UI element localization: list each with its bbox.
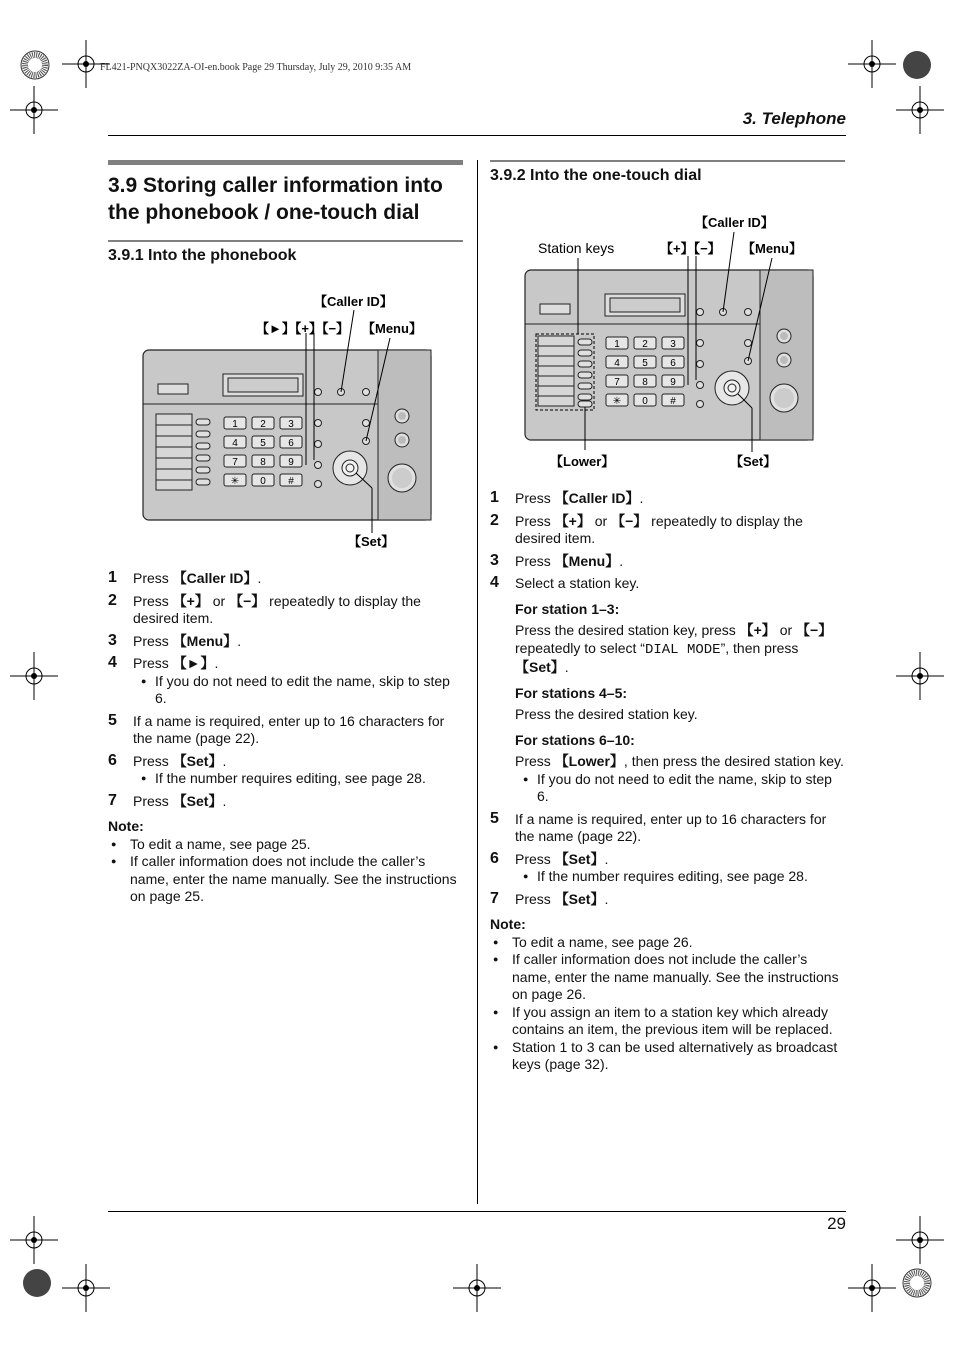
note-item: ● Station 1 to 3 can be used alternatively as broadcast keys (page 32). xyxy=(490,1039,845,1074)
step-number: 6 xyxy=(108,751,117,769)
step-text: or xyxy=(590,512,612,529)
crosshair-mark-bottom-right xyxy=(848,1264,896,1317)
keypad-key: 8 xyxy=(642,377,648,388)
label-set: 【Set】 xyxy=(348,534,395,549)
keypad-key: 0 xyxy=(260,476,266,487)
note-heading: Note: xyxy=(490,916,526,932)
step-number: 1 xyxy=(490,489,499,506)
fax-diagram-phonebook xyxy=(138,288,438,561)
key-set: 【Set】 xyxy=(554,850,605,867)
subtitle-rule-left xyxy=(108,240,463,242)
step-7 xyxy=(490,891,845,909)
keypad-key: 7 xyxy=(614,377,620,388)
crosshair-mark-bottom-center xyxy=(453,1264,501,1317)
key-lower: 【Lower】 xyxy=(554,753,624,769)
key-plus: 【+】 xyxy=(554,512,591,529)
crosshair-mark-left-lower xyxy=(10,1216,58,1269)
label-menu: 【Menu】 xyxy=(742,241,802,256)
label-menu: 【Menu】 xyxy=(362,321,422,336)
keypad-key: 1 xyxy=(232,419,238,430)
crosshair-mark-left-upper xyxy=(10,86,58,139)
step-3 xyxy=(490,553,845,571)
note-item: ● To edit a name, see page 25. xyxy=(108,836,463,854)
keypad-key: # xyxy=(288,476,294,487)
station-text: ”, then press xyxy=(720,639,799,656)
keypad-key: 6 xyxy=(670,358,676,369)
step-text: . xyxy=(214,655,219,671)
step-6 xyxy=(490,851,845,886)
registration-mark-top-right xyxy=(900,48,934,87)
step-number: 7 xyxy=(490,889,499,907)
step-number: 5 xyxy=(108,711,117,729)
registration-mark-bottom-left xyxy=(20,1266,54,1305)
keypad-key: 3 xyxy=(670,339,676,350)
keypad-key: ✳ xyxy=(612,396,622,407)
keypad-key: 7 xyxy=(232,457,238,468)
keypad-key: 8 xyxy=(260,457,266,468)
step-number: 5 xyxy=(490,809,499,827)
station-6-10-text xyxy=(515,753,845,771)
registration-mark-top-left xyxy=(18,48,52,87)
step-number: 4 xyxy=(490,574,499,591)
step-3 xyxy=(108,633,463,651)
key-menu: 【Menu】 xyxy=(172,632,238,649)
crosshair-mark-right-upper xyxy=(896,86,944,139)
header-rule xyxy=(108,135,846,136)
step-text: Press xyxy=(515,490,555,506)
step-text: Press xyxy=(133,592,173,609)
one-touch-steps xyxy=(490,490,845,1074)
keypad-key: 6 xyxy=(288,438,294,449)
step-number: 2 xyxy=(490,511,499,529)
step-text: . xyxy=(222,752,227,769)
key-caller-id: 【Caller ID】 xyxy=(172,570,258,586)
station-4-5-heading: For stations 4–5: xyxy=(515,684,628,701)
step-text: . xyxy=(237,632,242,649)
step-text: Select a station key. xyxy=(515,575,640,591)
keypad-key: 5 xyxy=(260,438,266,449)
step-text: . xyxy=(257,570,262,586)
subtitle-phonebook: 3.9.1 Into the phonebook xyxy=(108,247,297,264)
step-number: 7 xyxy=(108,791,117,809)
station-text: or xyxy=(775,622,797,638)
footer-rule xyxy=(108,1211,846,1212)
file-info-header: FL421-PNQX3022ZA-OI-en.book Page 29 Thursday, July 29, 2010 9:35 AM xyxy=(100,62,412,73)
step-text: Press xyxy=(133,752,173,769)
key-set: 【Set】 xyxy=(554,890,605,907)
label-nav-keys: 【►】【+】【−】 xyxy=(256,321,350,336)
step-bullet: ● If the number requires editing, see page 28. xyxy=(133,770,463,788)
station-text: Press xyxy=(515,753,555,769)
keypad-key: 9 xyxy=(670,377,676,388)
phonebook-steps xyxy=(108,570,463,906)
key-plus: 【+】 xyxy=(172,592,209,609)
keypad-key: 3 xyxy=(288,419,294,430)
fax-diagram-one-touch xyxy=(520,204,820,481)
step-text: . xyxy=(222,792,227,809)
step-2 xyxy=(490,513,845,548)
label-caller-id: 【Caller ID】 xyxy=(314,294,393,309)
crosshair-mark-right-lower xyxy=(896,1216,944,1269)
keypad-key: 5 xyxy=(642,358,648,369)
step-text: Press xyxy=(133,632,173,649)
step-2 xyxy=(108,593,463,628)
key-minus: 【−】 xyxy=(611,512,648,529)
step-text: . xyxy=(639,490,644,506)
note-item: ● If you assign an item to a station key which already contains an item, the previous item will be replaced. xyxy=(490,1004,845,1039)
keypad-key: ✳ xyxy=(230,476,240,487)
key-right-arrow: 【►】 xyxy=(172,655,215,671)
registration-mark-bottom-right xyxy=(900,1266,934,1305)
key-set: 【Set】 xyxy=(515,659,565,675)
station-6-10-heading: For stations 6–10: xyxy=(515,731,635,748)
note-item: ● If caller information does not include the caller’s name, enter the name manually. See the instructions on page 26. xyxy=(490,951,845,1004)
key-set: 【Set】 xyxy=(172,752,223,769)
keypad-key: # xyxy=(670,396,676,407)
station-text: . xyxy=(564,659,569,675)
keypad-key: 0 xyxy=(642,396,648,407)
station-text: , then press the desired station key. xyxy=(623,753,844,769)
crosshair-mark-left-middle xyxy=(10,652,58,705)
step-text: repeatedly to display the desired item. xyxy=(133,592,421,626)
station-bullet: ● If you do not need to edit the name, skip to step 6. xyxy=(515,771,845,806)
keypad-key: 4 xyxy=(232,438,238,449)
station-instructions xyxy=(490,601,845,806)
step-text: Press xyxy=(515,850,555,867)
label-nav-keys: 【+】【−】 xyxy=(660,241,721,256)
station-4-5-text: Press the desired station key. xyxy=(515,706,698,722)
step-4 xyxy=(108,655,463,708)
page-title: 3.9 Storing caller information into the phonebook / one-touch dial xyxy=(108,174,443,224)
station-text: repeatedly to select “ xyxy=(515,639,645,656)
note-item: ● If caller information does not include the caller’s name, enter the name manually. See the instructions on page 25. xyxy=(108,853,463,906)
step-text: If a name is required, enter up to 16 characters for the name (page 22). xyxy=(133,712,445,746)
step-6 xyxy=(108,753,463,788)
step-number: 6 xyxy=(490,849,499,867)
station-1-3-heading: For station 1–3: xyxy=(515,600,620,617)
subtitle-rule-right xyxy=(490,160,845,162)
note-item: ● To edit a name, see page 26. xyxy=(490,934,845,952)
step-text: Press xyxy=(133,570,173,586)
title-bar xyxy=(108,160,463,165)
key-minus: 【−】 xyxy=(796,622,833,638)
subtitle-one-touch: 3.9.2 Into the one-touch dial xyxy=(490,167,702,184)
keypad-key: 4 xyxy=(614,358,620,369)
step-4 xyxy=(490,575,845,593)
note-heading: Note: xyxy=(108,818,144,834)
keypad-key: 1 xyxy=(614,339,620,350)
station-text: Press the desired station key, press xyxy=(515,622,740,638)
step-number: 2 xyxy=(108,591,117,609)
step-1 xyxy=(108,570,463,588)
step-5 xyxy=(490,811,845,846)
section-title: 3. Telephone xyxy=(742,109,846,128)
step-text: . xyxy=(604,890,609,907)
step-5 xyxy=(108,713,463,748)
step-number: 3 xyxy=(108,631,117,649)
key-plus: 【+】 xyxy=(739,622,776,638)
keypad-key: 2 xyxy=(642,339,648,350)
step-text: Press xyxy=(515,890,555,907)
keypad-key: 2 xyxy=(260,419,266,430)
key-set: 【Set】 xyxy=(172,792,223,809)
step-text: . xyxy=(619,552,624,569)
step-7 xyxy=(108,793,463,811)
step-1 xyxy=(490,490,845,508)
label-station-keys: Station keys xyxy=(538,240,615,256)
step-text: Press xyxy=(133,792,173,809)
label-lower: 【Lower】 xyxy=(550,454,615,469)
label-set: 【Set】 xyxy=(730,454,777,469)
key-menu: 【Menu】 xyxy=(554,552,620,569)
crosshair-mark-bottom-left xyxy=(62,1264,110,1317)
step-text: If a name is required, enter up to 16 characters for the name (page 22). xyxy=(515,810,827,844)
station-1-3-text xyxy=(515,622,845,677)
key-caller-id: 【Caller ID】 xyxy=(554,490,640,506)
step-text: Press xyxy=(133,655,173,671)
step-text: or xyxy=(208,592,230,609)
step-number: 3 xyxy=(490,551,499,569)
step-text: . xyxy=(604,850,609,867)
crosshair-mark-top-right xyxy=(848,40,896,93)
label-caller-id: 【Caller ID】 xyxy=(695,215,774,230)
crosshair-mark-right-middle xyxy=(896,652,944,705)
dial-mode-text: DIAL MODE xyxy=(644,641,721,658)
step-bullet: ● If you do not need to edit the name, skip to step 6. xyxy=(133,673,463,708)
step-number: 4 xyxy=(108,654,117,671)
step-text: Press xyxy=(515,552,555,569)
column-divider xyxy=(477,160,478,1204)
step-text: Press xyxy=(515,512,555,529)
step-text: repeatedly to display the desired item. xyxy=(515,512,803,546)
keypad-key: 9 xyxy=(288,457,294,468)
page-number: 29 xyxy=(827,1214,846,1233)
step-bullet: ● If the number requires editing, see page 28. xyxy=(515,868,845,886)
step-number: 1 xyxy=(108,569,117,586)
key-minus: 【−】 xyxy=(229,592,266,609)
